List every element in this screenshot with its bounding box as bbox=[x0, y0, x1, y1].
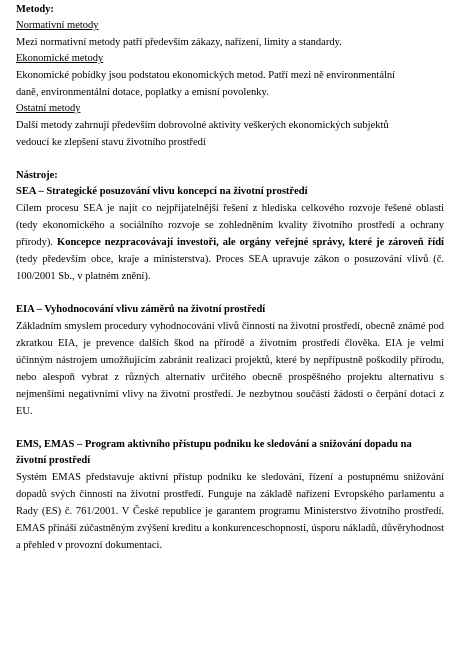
eia-title: EIA – Vyhodnocování vlivu záměrů na životní prostředí bbox=[16, 304, 266, 315]
other-methods-title: Ostatní metody bbox=[16, 103, 81, 114]
emas-title-line1: EMS, EMAS – Program aktivního přístupu podniku ke sledování a snižování dopadu na bbox=[16, 439, 412, 450]
spacer bbox=[16, 151, 444, 168]
economic-methods-text-line1: Ekonomické pobídky jsou podstatou ekonomických metod. Patří mezi ně environmentální bbox=[16, 70, 396, 81]
spacer bbox=[16, 285, 444, 302]
sea-text-1: Cílem procesu SEA je najít co nejpřijatelnější řešení z hlediska celkového rozvoje řešené oblasti (tedy ekonomického a sociálního rozvoje se zohledněním kvality životního prostředí a ochrany přírody). bbox=[16, 203, 444, 248]
methods-heading: Metody: bbox=[16, 4, 54, 15]
sea-paragraph bbox=[16, 200, 444, 285]
normative-methods-text: Mezi normativní metody patří především zákazy, nařízení, limity a standardy. bbox=[16, 37, 342, 48]
normative-methods-title: Normativní metody bbox=[16, 20, 99, 31]
sea-text-2: (tedy především obce, kraje a ministerstva). Proces SEA upravuje zákon o posuzování vlivů (č. 100/2001 Sb., v platném znění). bbox=[16, 254, 444, 282]
sea-title: SEA – Strategické posuzování vlivu koncepcí na životní prostředí bbox=[16, 186, 308, 197]
spacer bbox=[16, 420, 444, 437]
sea-text-bold: Koncepce nezpracovávají investoři, ale orgány veřejné správy, které je zároveň řídí bbox=[57, 237, 444, 248]
document-page bbox=[16, 2, 444, 554]
other-methods-text-line2: vedoucí ke zlepšení stavu životního prostředí bbox=[16, 137, 206, 148]
other-methods-text-line1: Další metody zahrnují především dobrovolné aktivity veškerých ekonomických subjektů bbox=[16, 120, 389, 131]
eia-paragraph: Základním smyslem procedury vyhodnocování vlivů činností na životní prostředí, obecně známé pod zkratkou EIA, je prevence dalších škod na přírodě a životním prostředí člověka. EIA je velmi účinným nástrojem umožňujícím zabránit realizaci projektů, které by nepřípustně poškodily přírodu, nebo alespoň vybrat z různých alternativ určitého obecně prospěšného projektu alternativu s nejmenšími negativními vlivy na životní prostředí. Je nezbytnou součástí žádosti o čerpání dotací z EU. bbox=[16, 321, 444, 417]
emas-title-line2: životní prostředí bbox=[16, 455, 91, 466]
economic-methods-text-line2: daně, environmentální dotace, poplatky a emisní povolenky. bbox=[16, 87, 269, 98]
economic-methods-title: Ekonomické metody bbox=[16, 53, 104, 64]
emas-paragraph: Systém EMAS představuje aktivní přístup podniku ke sledování, řízení a postupnému snižování dopadů svých činností na životní prostředí. Funguje na základě nařízení Evropského parlamentu a Rady (ES) č. 761/2001. V České republice je garantem programu Ministerstvo životního prostředí. EMAS přináší zúčastněným zvýšení kreditu a konkurenceschopnosti, úsporu nákladů, důvěryhodnost a přehled v provozní dokumentaci. bbox=[16, 472, 444, 551]
tools-heading: Nástroje: bbox=[16, 170, 58, 181]
